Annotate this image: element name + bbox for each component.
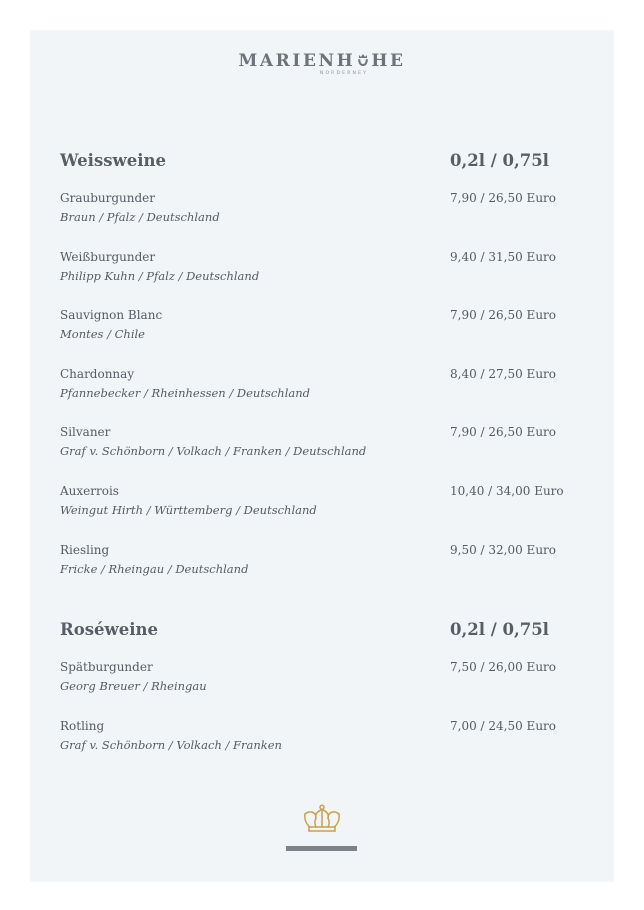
wine-origin: Fricke / Rheingau / Deutschland: [60, 561, 249, 576]
footer-divider: [286, 846, 357, 851]
wine-name: Riesling: [60, 542, 110, 557]
wine-name: Grauburgunder: [60, 191, 156, 205]
wine-name: Auxerrois: [60, 483, 119, 498]
crown-icon: [302, 804, 342, 836]
wine-price: 7,00 / 24,50 Euro: [450, 718, 557, 733]
crown-icon: [356, 53, 370, 69]
brand-name-left: MARIENH: [238, 51, 356, 71]
wine-origin: Georg Breuer / Rheingau: [60, 679, 207, 693]
wine-origin: Braun / Pfalz / Deutschland: [60, 210, 220, 224]
wine-price: 9,50 / 32,00 Euro: [450, 542, 557, 557]
wine-name: Sauvignon Blanc: [60, 308, 163, 323]
wine-item: [60, 191, 580, 250]
wine-item: [60, 660, 580, 719]
section-title: Weissweine: [60, 151, 166, 170]
wine-item: [60, 484, 580, 543]
section-size-header: 0,2l / 0,75l: [450, 151, 549, 170]
section-weissweine: [60, 151, 580, 601]
brand-name-right: HE: [371, 51, 406, 71]
wine-price: 7,90 / 26,50 Euro: [450, 191, 557, 205]
wine-name: Chardonnay: [60, 366, 135, 381]
brand-logo: [30, 51, 614, 76]
brand-wordmark: [238, 51, 405, 71]
wine-item: [60, 308, 580, 367]
section-roseweine: [60, 620, 580, 777]
wine-price: 8,40 / 27,50 Euro: [450, 366, 557, 381]
wine-item: [60, 719, 580, 778]
wine-price: 9,40 / 31,50 Euro: [450, 249, 557, 264]
wine-origin: Pfannebecker / Rheinhessen / Deutschland: [60, 385, 311, 400]
wine-price: 7,90 / 26,50 Euro: [450, 308, 557, 323]
wine-item: [60, 543, 580, 602]
section-title: Roséweine: [60, 620, 158, 639]
section-size-header: 0,2l / 0,75l: [450, 620, 549, 639]
wine-price: 7,90 / 26,50 Euro: [450, 425, 557, 440]
wine-name: Rotling: [60, 718, 105, 733]
wine-item: [60, 250, 580, 309]
wine-origin: Philipp Kuhn / Pfalz / Deutschland: [60, 268, 260, 283]
section-header: [60, 620, 580, 644]
wine-name: Silvaner: [60, 425, 111, 440]
wine-price: 10,40 / 34,00 Euro: [450, 483, 564, 498]
section-header: [60, 151, 580, 175]
menu-card: [30, 30, 614, 882]
wine-name: Weißburgunder: [60, 249, 156, 264]
wine-item: [60, 425, 580, 484]
wine-name: Spätburgunder: [60, 660, 153, 674]
wine-item: [60, 367, 580, 426]
wine-origin: Graf v. Schönborn / Volkach / Franken / Deutschland: [60, 444, 367, 459]
wine-price: 7,50 / 26,00 Euro: [450, 660, 557, 674]
wine-origin: Montes / Chile: [60, 327, 145, 342]
brand-subtitle: NORDERNEY: [319, 71, 369, 76]
wine-origin: Graf v. Schönborn / Volkach / Franken: [60, 737, 282, 752]
wine-origin: Weingut Hirth / Württemberg / Deutschland: [60, 502, 317, 517]
